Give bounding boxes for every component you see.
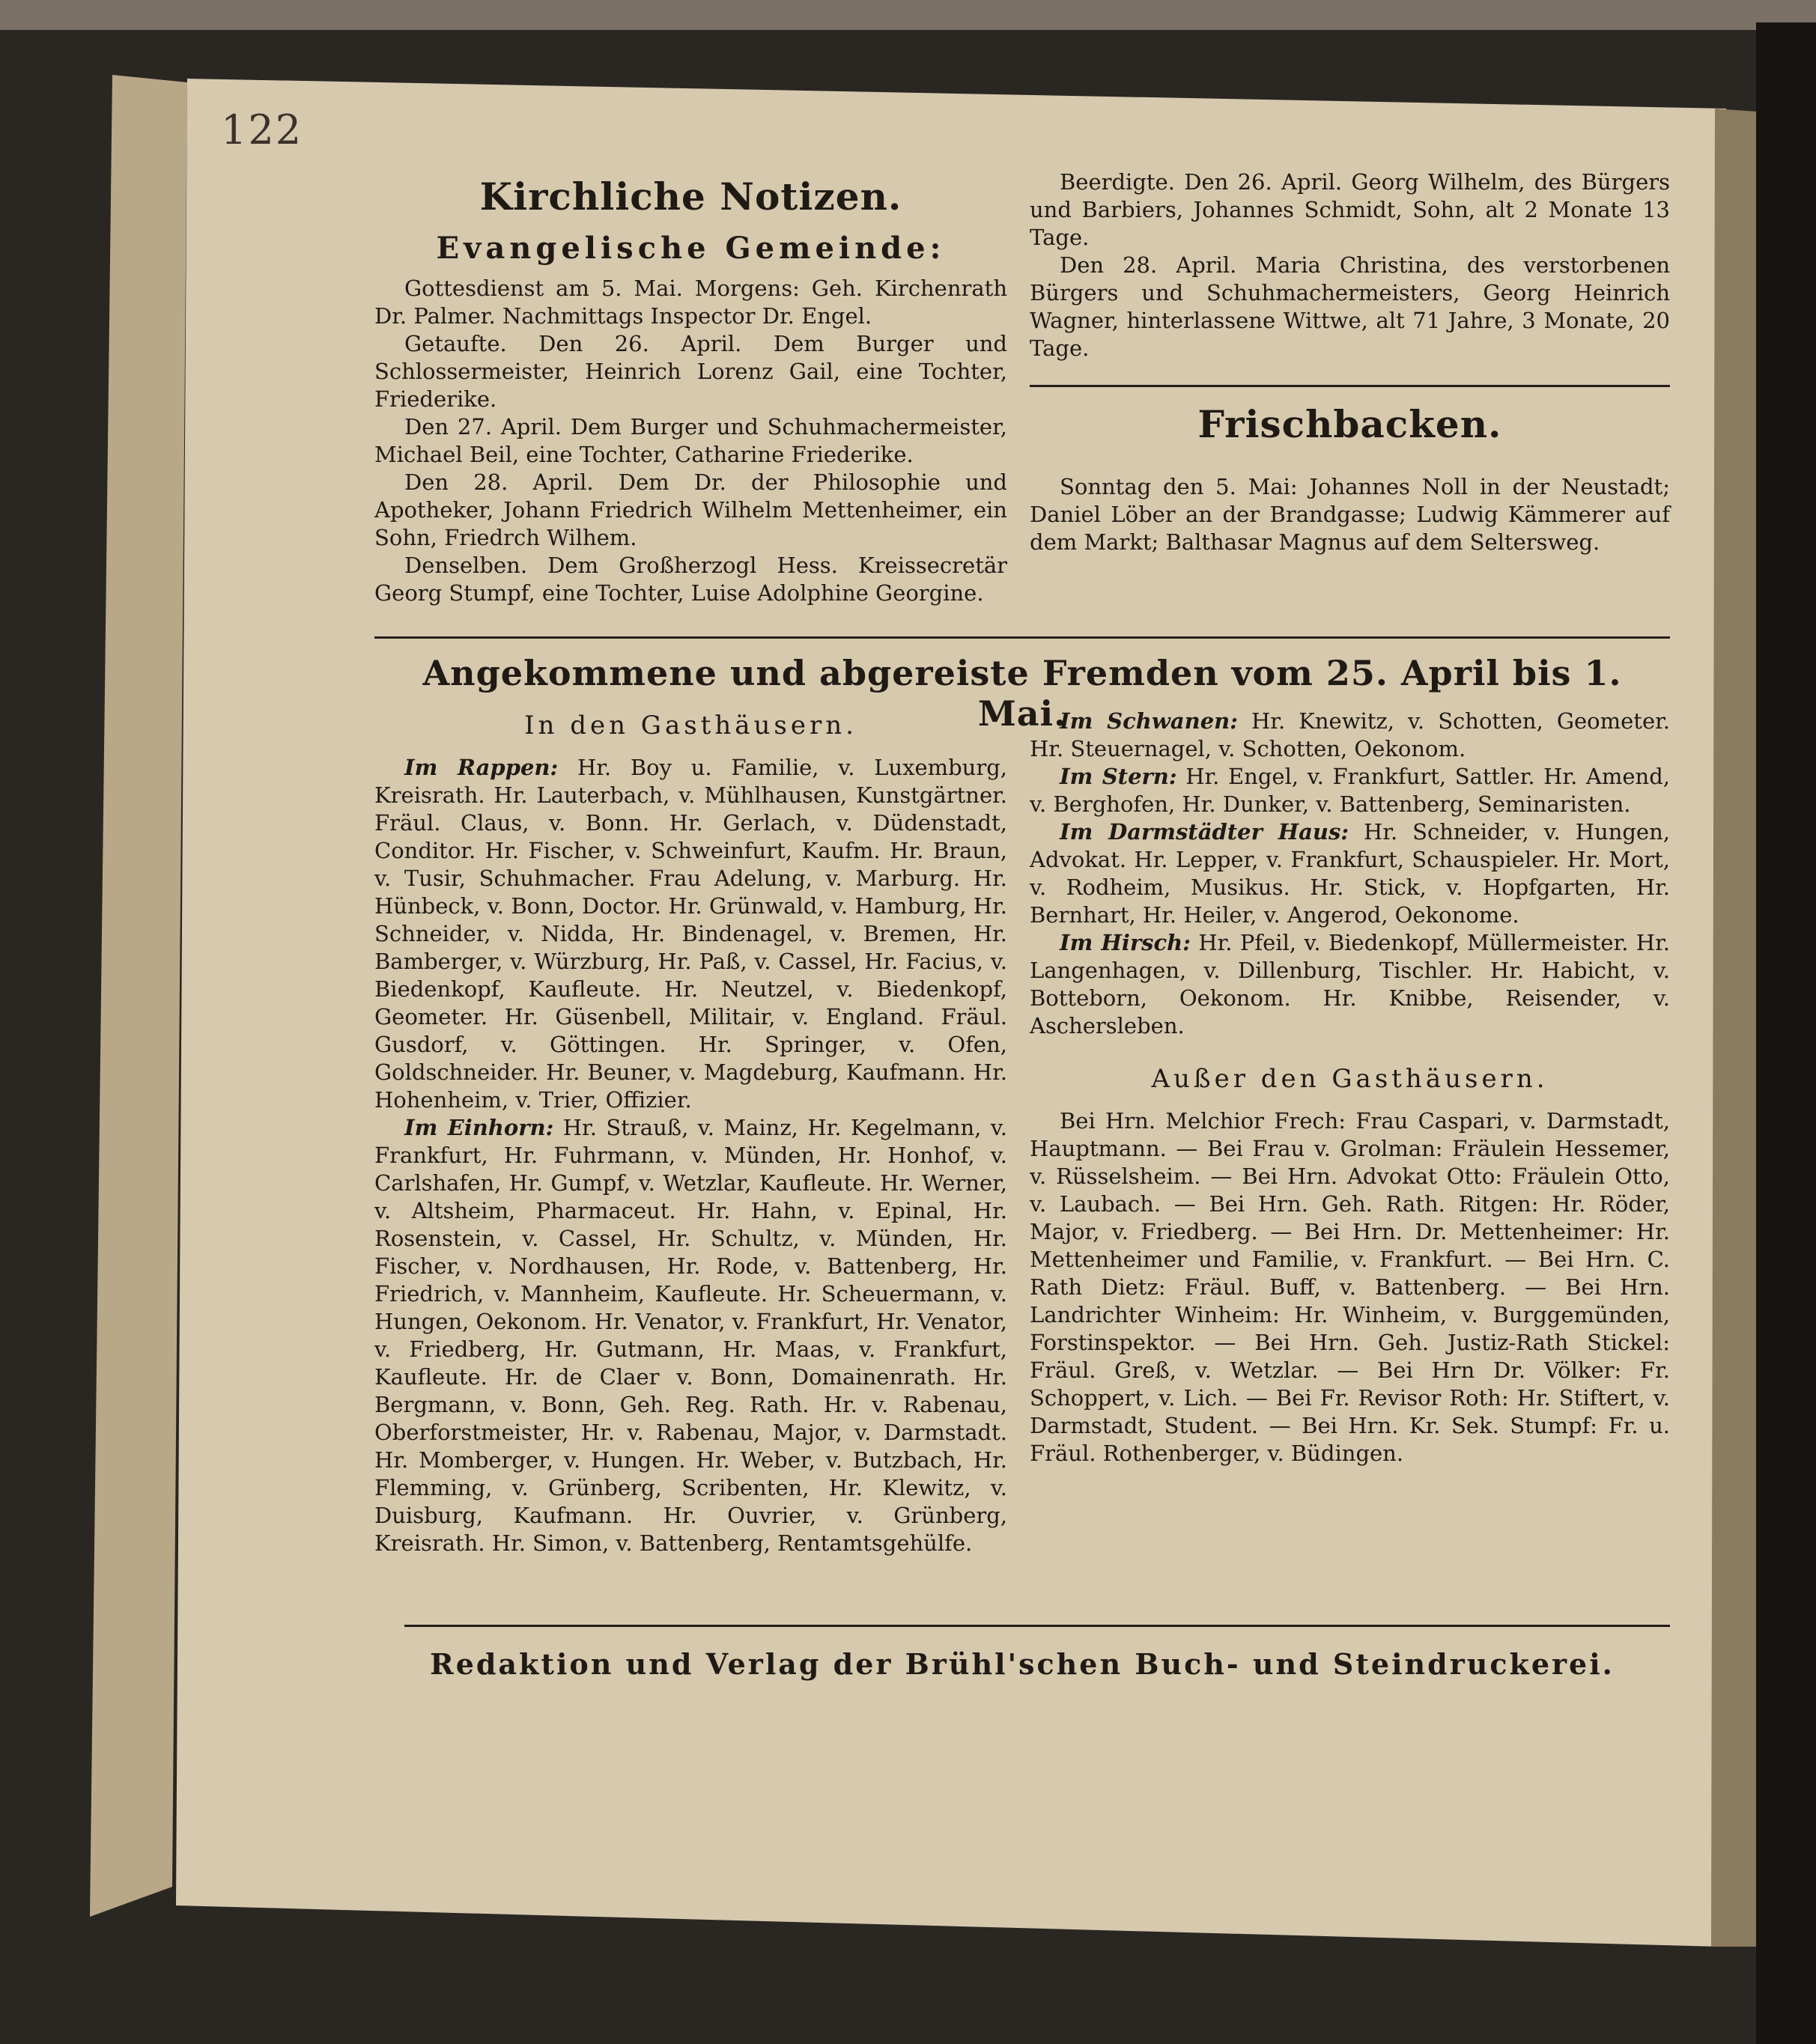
inn-guests: Hr. Engel, v. Frankfurt, Sattler. Hr. Amend, v. Berghofen, Hr. Dunker, v. Battenberg, Seminaristen.	[1030, 764, 1670, 817]
church-paragraph-baptism-2: Den 27. April. Dem Burger und Schuhmachermeister, Michael Beil, eine Tochter, Catharine Friederike.	[374, 414, 1007, 467]
inn-entry-stern	[1030, 763, 1670, 818]
section-rule	[1030, 385, 1670, 387]
inn-entry-darmstaedter-haus	[1030, 818, 1670, 929]
inn-name: Im Rappen:	[404, 755, 559, 780]
inn-guests: Hr. Schneider, v. Hungen, Advokat. Hr. Lepper, v. Frankfurt, Schauspieler. Hr. Mort, v. Rodheim, Musikus. Hr. Stick, v. Hopfgarten, Hr. Bernhart, Hr. Heiler, v. Angerod, Oekonome.	[1030, 819, 1670, 928]
inn-guests: Hr. Boy u. Familie, v. Luxemburg, Kreisrath. Hr. Lauterbach, v. Mühlhausen, Kunstgärtner. Fräul. Claus, v. Bonn. Hr. Gerlach, v. Düdenstadt, Conditor. Hr. Fischer, v. Schweinfurt, Kaufm. Hr. Braun, v. Tusir, Schuhmacher. Frau Adelung, v. Marburg. Hr. Hünbeck, v. Bonn, Doctor. Hr. Grünwald, v. Hamburg, Hr. Schneider, v. Nidda, Hr. Bindenagel, v. Bremen, Hr. Bamberger, v. Würzburg, Hr. Paß, v. Cassel, Hr. Facius, v. Biedenkopf, Kaufleute. Hr. Neutzel, v. Biedenkopf, Geometer. Hr. Güsenbell, Militair, v. England. Fräul. Gusdorf, v. Göttingen. Hr. Springer, v. Ofen, Goldschneider. Hr. Beuner, v. Magdeburg, Kaufmann. Hr. Hohenheim, v. Trier, Offizier.	[374, 755, 1007, 1113]
inn-name: Im Darmstädter Haus:	[1060, 819, 1349, 845]
strangers-left-column	[374, 708, 1007, 1557]
inn-name: Im Stern:	[1060, 764, 1177, 789]
inn-entry-rappen	[374, 754, 1007, 1114]
evangelical-congregation-heading: Evangelische Gemeinde:	[436, 231, 946, 266]
inns-heading: In den Gasthäusern.	[524, 711, 857, 740]
burial-paragraph-2: Den 28. April. Maria Christina, des verstorbenen Bürgers und Schuhmachermeisters, Georg Heinrich Wagner, hinterlassene Wittwe, alt 71 Jahre, 3 Monate, 20 Tage.	[1030, 252, 1670, 361]
inn-guests: Hr. Strauß, v. Mainz, Hr. Kegelmann, v. Frankfurt, Hr. Fuhrmann, v. Münden, Hr. Honhof, v. Carlshafen, Hr. Gumpf, v. Wetzlar, Kaufleute. Hr. Werner, v. Altsheim, Pharmaceut. Hr. Hahn, v. Epinal, Hr. Rosenstein, v. Cassel, Hr. Schultz, v. Münden, Hr. Fischer, v. Nordhausen, Hr. Rode, v. Battenberg, Hr. Friedrich, v. Mannheim, Kaufleute. Hr. Scheuermann, v. Hungen, Oekonom. Hr. Venator, v. Frankfurt, Hr. Venator, v. Friedberg, Hr. Gutmann, Hr. Maas, v. Frankfurt, Kaufleute. Hr. de Claer v. Bonn, Domainenrath. Hr. Bergmann, v. Bonn, Geh. Reg. Rath. Hr. v. Rabenau, Oberforstmeister, Hr. v. Rabenau, Major, v. Darmstadt. Hr. Momberger, v. Hungen. Hr. Weber, v. Butzbach, Hr. Flemming, v. Grünberg, Scribenten, Hr. Klewitz, v. Duisburg, Kaufmann. Hr. Ouvrier, v. Grünberg, Kreisrath. Hr. Simon, v. Battenberg, Rentamtsgehülfe.	[374, 1115, 1007, 1556]
publisher-footer: Redaktion und Verlag der Brühl'schen Buch- und Steindruckerei.	[430, 1647, 1615, 1681]
bakers-title: Frischbacken.	[1197, 402, 1502, 446]
outside-inns-heading: Außer den Gasthäusern.	[1151, 1064, 1549, 1094]
church-notices-title: Kirchliche Notizen.	[479, 174, 902, 219]
burials-and-bakers-column	[1030, 168, 1670, 556]
bakers-text: Sonntag den 5. Mai: Johannes Noll in der Neustadt; Daniel Löber an der Brandgasse; Ludwig Kämmerer auf dem Markt; Balthasar Magnus auf dem Seltersweg.	[1030, 474, 1670, 555]
inn-name: Im Schwanen:	[1060, 708, 1238, 734]
church-paragraph-baptism-3: Den 28. April. Dem Dr. der Philosophie und Apotheker, Johann Friedrich Wilhelm Mettenheimer, ein Sohn, Friedrch Wilhem.	[374, 469, 1007, 550]
inn-name: Im Einhorn:	[404, 1115, 554, 1140]
burial-paragraph-1: Beerdigte. Den 26. April. Georg Wilhelm, des Bürgers und Barbiers, Johannes Schmidt, Sohn, alt 2 Monate 13 Tage.	[1030, 169, 1670, 250]
inn-guests: Hr. Knewitz, v. Schotten, Geometer. Hr. Steuernagel, v. Schotten, Oekonom.	[1030, 708, 1670, 761]
strangers-title: Angekommene und abgereiste Fremden vom 25. April bis 1. Mai.	[422, 653, 1622, 734]
strangers-top-rule	[374, 636, 1670, 639]
inn-entry-einhorn	[374, 1114, 1007, 1557]
inn-entry-hirsch	[1030, 929, 1670, 1040]
inn-name: Im Hirsch:	[1060, 930, 1191, 955]
inn-entry-schwanen	[1030, 708, 1670, 763]
church-paragraph-baptism-1: Getaufte. Den 26. April. Dem Burger und Schlossermeister, Heinrich Lorenz Gail, eine Tochter, Friederike.	[374, 331, 1007, 412]
church-notices-column	[374, 168, 1007, 607]
page-number: 122	[221, 106, 303, 153]
inn-guests: Hr. Pfeil, v. Biedenkopf, Müllermeister. Hr. Langenhagen, v. Dillenburg, Tischler. Hr. Habicht, v. Botteborn, Oekonom. Hr. Knibbe, Reisender, v. Aschersleben.	[1030, 930, 1670, 1038]
outside-inns-text: Bei Hrn. Melchior Frech: Frau Caspari, v. Darmstadt, Hauptmann. — Bei Frau v. Grolman: Fräulein Hessemer, v. Rüsselsheim. — Bei Hrn. Advokat Otto: Fräulein Otto, v. Laubach. — Bei Hrn. Geh. Rath. Ritgen: Hr. Röder, Major, v. Friedberg. — Bei Hrn. Dr. Mettenheimer: Hr. Mettenheimer und Familie, v. Frankfurt. — Bei Hrn. C. Rath Dietz: Fräul. Buff, v. Battenberg. — Bei Hrn. Landrichter Winheim: Hr. Winheim, v. Burggemünden, Forstinspektor. — Bei Hrn. Geh. Justiz-Rath Stickel: Fräul. Greß, v. Wetzlar. — Bei Hrn Dr. Völker: Fr. Schoppert, v. Lich. — Bei Fr. Revisor Roth: Hr. Stiftert, v. Darmstadt, Student. — Bei Hrn. Kr. Sek. Stumpf: Fr. u. Fräul. Rothenberger, v. Büdingen.	[1030, 1108, 1670, 1466]
strangers-right-column	[1030, 708, 1670, 1467]
footer-rule	[404, 1625, 1670, 1627]
church-paragraph-service: Gottesdienst am 5. Mai. Morgens: Geh. Kirchenrath Dr. Palmer. Nachmittags Inspector Dr. Engel.	[374, 276, 1007, 329]
church-paragraph-baptism-4: Denselben. Dem Großherzogl Hess. Kreissecretär Georg Stumpf, eine Tochter, Luise Adolphine Georgine.	[374, 553, 1007, 606]
